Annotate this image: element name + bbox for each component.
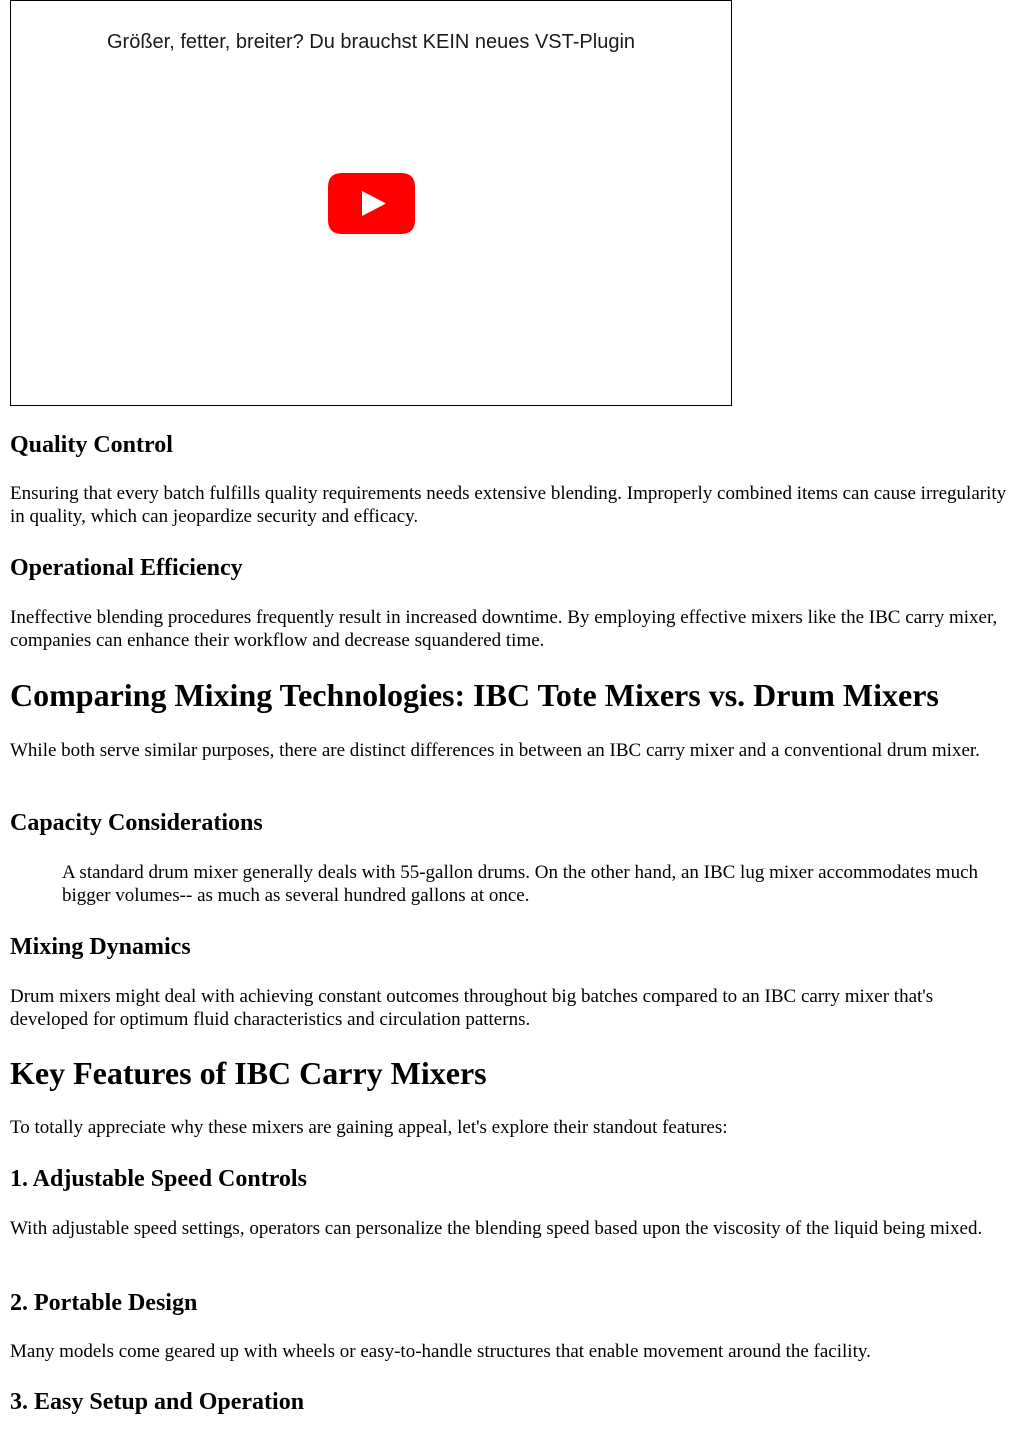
paragraph-adjustable-speed: With adjustable speed settings, operators can personalize the blending speed based upon the viscosity of the liquid being mixed. (10, 1218, 983, 1239)
heading-portable-design: 2. Portable Design (10, 1290, 198, 1316)
video-play-button[interactable] (328, 173, 415, 234)
heading-easy-setup-operation: 3. Easy Setup and Operation (10, 1389, 305, 1415)
heading-comparing-mixing-technologies: Comparing Mixing Technologies: IBC Tote Mixers vs. Drum Mixers (10, 677, 939, 713)
paragraph-quality-control: Ensuring that every batch fulfills quality requirements needs extensive blending. Improperly combined items can cause irregularity in quality, which can jeopardize security and efficacy. (10, 483, 1007, 527)
heading-operational-efficiency: Operational Efficiency (10, 555, 243, 581)
paragraph-operational-efficiency: Ineffective blending procedures frequently result in increased downtime. By employing effective mixers like the IBC carry mixer, companies can enhance their workflow and decrease squandered time. (10, 607, 998, 651)
heading-mixing-dynamics: Mixing Dynamics (10, 934, 191, 960)
video-title[interactable]: Größer, fetter, breiter? Du brauchst KEIN neues VST-Plugin (106, 31, 636, 53)
paragraph-portable-design: Many models come geared up with wheels or easy-to-handle structures that enable movement around the facility. (10, 1341, 871, 1362)
blockquote-capacity: A standard drum mixer generally deals with 55-gallon drums. On the other hand, an IBC lug mixer accommodates much bigger volumes-- as much as several hundred gallons at once. (62, 862, 978, 906)
paragraph-comparing: While both serve similar purposes, there are distinct differences in between an IBC carry mixer and a conventional drum mixer. (10, 740, 980, 761)
heading-capacity-considerations: Capacity Considerations (10, 810, 263, 836)
heading-key-features: Key Features of IBC Carry Mixers (10, 1055, 487, 1091)
embedded-video-player[interactable] (10, 0, 732, 406)
heading-quality-control: Quality Control (10, 432, 173, 458)
youtube-play-icon (328, 173, 415, 234)
paragraph-mixing-dynamics: Drum mixers might deal with achieving constant outcomes throughout big batches compared to an IBC carry mixer that's developed for optimum fluid characteristics and circulation patterns. (10, 986, 934, 1030)
paragraph-key-features: To totally appreciate why these mixers are gaining appeal, let's explore their standout features: (10, 1117, 728, 1138)
heading-adjustable-speed-controls: 1. Adjustable Speed Controls (10, 1166, 307, 1192)
